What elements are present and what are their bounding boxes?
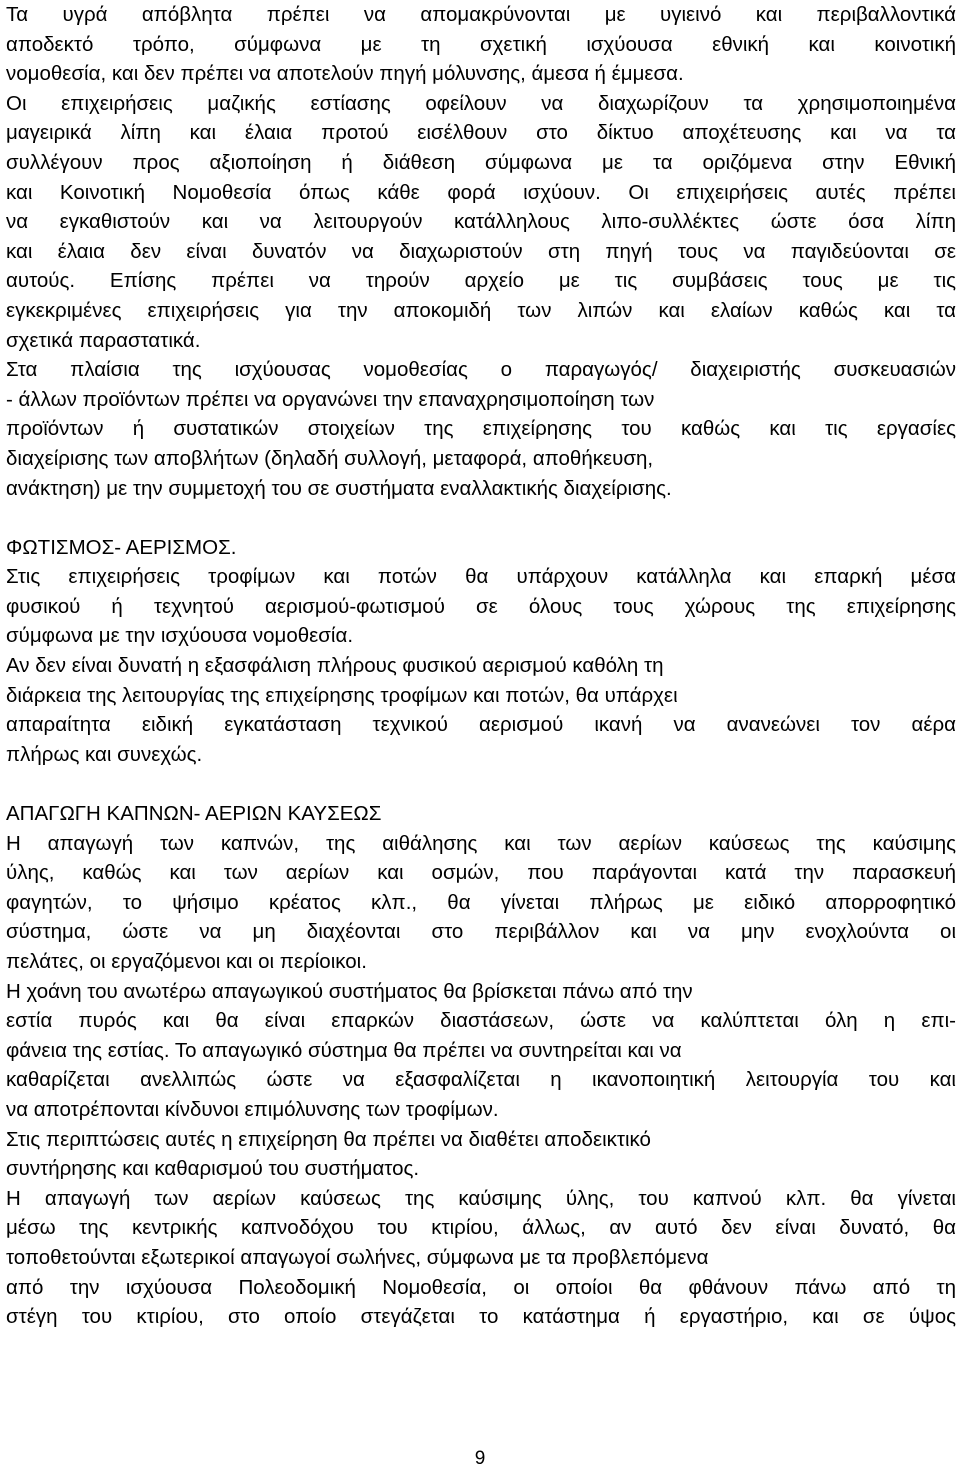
text-line: Στις επιχειρήσεις τροφίμων και ποτών θα υπάρχουν κατάλληλα και επαρκή μέσα xyxy=(6,565,956,589)
text-line: Αν δεν είναι δυνατή η εξασφάλιση πλήρους φυσικού αερισμού καθόλη τη xyxy=(6,654,664,678)
page-number: 9 xyxy=(474,1448,486,1469)
blank-line xyxy=(6,769,956,799)
section-heading: ΦΩΤΙΣΜΟΣ- ΑΕΡΙΣΜΟΣ. xyxy=(6,535,237,559)
text-line: πλήρως και συνεχώς. xyxy=(6,742,203,766)
text-line: νομοθεσία, και δεν πρέπει να αποτελούν πηγή μόλυνσης, άμεσα ή έμμεσα. xyxy=(6,62,684,86)
text-line: αποδεκτό τρόπο, σύμφωνα με τη σχετική ισχύουσα εθνική και κοινοτική xyxy=(6,32,956,56)
text-line: μέσω της κεντρικής καπνοδόχου του κτιρίου, άλλως, αν αυτό δεν είναι δυνατό, θα xyxy=(6,1216,956,1240)
text-line: διάρκεια της λειτουργίας της επιχείρησης τροφίμων και ποτών, θα υπάρχει xyxy=(6,683,678,707)
text-line: απαραίτητα ειδική εγκατάσταση τεχνικού αερισμού ικανή να ανανεώνει τον αέρα xyxy=(6,713,956,737)
text-line: Η χοάνη του ανωτέρω απαγωγικού συστήματος θα βρίσκεται πάνω από την xyxy=(6,979,693,1003)
text-line: να εγκαθιστούν και να λειτουργούν κατάλληλους λιπο-συλλέκτες ώστε όσα λίπη xyxy=(6,210,956,234)
text-line: αυτούς. Επίσης πρέπει να τηρούν αρχείο με τις συμβάσεις τους με τις xyxy=(6,269,956,293)
text-line: καθαρίζεται ανελλιπώς ώστε να εξασφαλίζεται η ικανοποιητική λειτουργία του και xyxy=(6,1068,956,1092)
text-line: σύστημα, ώστε να μη διαχέονται στο περιβάλλον και να μην ενοχλούντα οι xyxy=(6,920,956,944)
text-line: ύλης, καθώς και των αερίων και οσμών, που παράγονται κατά την παρασκευή xyxy=(6,861,956,885)
text-line: εστία πυρός και θα είναι επαρκών διαστάσεων, ώστε να καλύπτεται όλη η επι- xyxy=(6,1009,956,1033)
document-body xyxy=(6,0,956,1332)
text-line: προϊόντων ή συστατικών στοιχείων της επιχείρησης του καθώς και τις εργασίες xyxy=(6,417,956,441)
text-line: Στα πλαίσια της ισχύουσας νομοθεσίας ο παραγωγός/ διαχειριστής συσκευασιών xyxy=(6,358,956,382)
text-line: πελάτες, οι εργαζόμενοι και οι περίοικοι. xyxy=(6,950,367,973)
text-line: διαχείρισης των αποβλήτων (δηλαδή συλλογή, μεταφορά, αποθήκευση, xyxy=(6,446,654,470)
text-line: μαγειρικά λίπη και έλαια προτού εισέλθουν στο δίκτυο αποχέτευσης και να τα xyxy=(6,121,956,145)
section-heading: ΑΠΑΓΩΓΗ ΚΑΠΝΩΝ- ΑΕΡΙΩΝ ΚΑΥΣΕΩΣ xyxy=(6,802,382,826)
text-line: σχετικά παραστατικά. xyxy=(6,328,201,352)
text-line: συντήρησης και καθαρισμού του συστήματος. xyxy=(6,1157,420,1181)
text-line: και Κοινοτική Νομοθεσία όπως κάθε φορά ισχύουν. Οι επιχειρήσεις αυτές πρέπει xyxy=(6,180,956,204)
text-line: τοποθετούνται εξωτερικοί απαγωγοί σωλήνες, σύμφωνα με τα προβλεπόμενα xyxy=(6,1245,709,1269)
text-line: Στις περιπτώσεις αυτές η επιχείρηση θα πρέπει να διαθέτει αποδεικτικό xyxy=(6,1127,651,1151)
text-line: από την ισχύουσα Πολεοδομική Νομοθεσία, οι οποίοι θα φθάνουν πάνω από τη xyxy=(6,1275,956,1299)
text-line: ανάκτηση) με την συμμετοχή του σε συστήματα εναλλακτικής διαχείρισης. xyxy=(6,476,672,500)
text-line: εγκεκριμένες επιχειρήσεις για την αποκομιδή των λιπών και ελαίων καθώς και τα xyxy=(6,298,956,322)
text-line: - άλλων προϊόντων πρέπει να οργανώνει την επαναχρησιμοποίηση των xyxy=(6,387,655,411)
text-line: να αποτρέπονται κίνδυνοι επιμόλυνσης των τροφίμων. xyxy=(6,1097,499,1121)
text-line: φαγητών, το ψήσιμο κρέατος κλπ., θα γίνεται πλήρως με ειδικό απορροφητικό xyxy=(6,890,956,914)
text-line: Τα υγρά απόβλητα πρέπει να απομακρύνονται με υγιεινό και περιβαλλοντικά xyxy=(6,3,956,26)
blank-line xyxy=(6,503,956,533)
text-line: συλλέγουν προς αξιοποίηση ή διάθεση σύμφωνα με τα οριζόμενα στην Εθνική xyxy=(6,150,956,174)
text-line: σύμφωνα με την ισχύουσα νομοθεσία. xyxy=(6,624,354,648)
text-line: στέγη του κτιρίου, στο οποίο στεγάζεται το κατάστημα ή εργαστήριο, και σε ύψος xyxy=(6,1305,956,1329)
text-line: φυσικού ή τεχνητού αερισμού-φωτισμού σε όλους τους χώρους της επιχείρησης xyxy=(6,594,956,618)
text-line: Η απαγωγή των αερίων καύσεως της καύσιμης ύλης, του καπνού κλπ. θα γίνεται xyxy=(6,1186,956,1210)
text-line: Οι επιχειρήσεις μαζικής εστίασης οφείλουν να διαχωρίζουν τα χρησιμοποιημένα xyxy=(6,91,956,115)
text-line: Η απαγωγή των καπνών, της αιθάλησης και των αερίων καύσεως της καύσιμης xyxy=(6,831,956,855)
text-line: και έλαια δεν είναι δυνατόν να διαχωριστούν στη πηγή τους να παγιδεύονται σε xyxy=(6,239,956,263)
text-line: φάνεια της εστίας. Το απαγωγικό σύστημα θα πρέπει να συντηρείται και να xyxy=(6,1038,682,1062)
